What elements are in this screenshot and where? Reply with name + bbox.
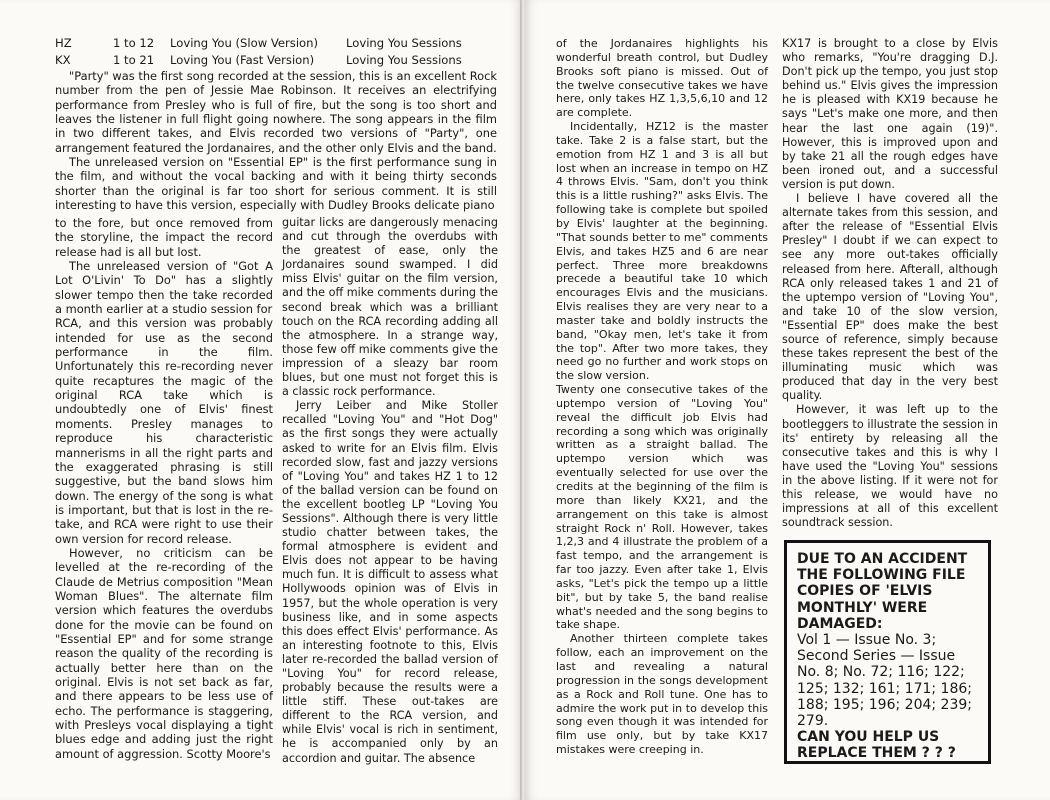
paragraph: Twenty one consecutive takes of the uptempo version of "Loving You" reveal the difficult job Elvis had recording a song which was originally written as a straight ballad. The uptempo version which was eventually selected for use over the credits at the beginning of the film is more than likely KX21, and the arrangement on this take is almost straight Rock n' Roll. However, takes 1,2,3 and 4 illustrate the problem of a fast tempo, and the arrangement is far too jazzy. Even after take 1, Elvis asks, "Let's pick the tempo up a little bit", but by take 5, the band realise what's needed and the song begins to take shape. [556,383,768,632]
right-column-1 [556,37,768,757]
paragraph: Jerry Leiber and Mike Stoller recalled "Loving You" and "Hot Dog" as the first songs they were actually asked to write for an Elvis film. Elvis recorded slow, fast and jazzy versions of "Loving You" and takes HZ 1 to 12 of the ballad version can be found on the excellent bootleg LP "Loving You Sessions". Although there is very little studio chatter between takes, the formal atmosphere is evident and Elvis does not appear to be having much fun. It is difficult to assess what Hollywoods opinion was of Elvis in 1957, but the whole operation is very business like, and in some aspects this does effect Elvis' performance. As an interesting footnote to this, Elvis later re-recorded the ballad version of "Loving You" for record release, probably because the results were a little stiff. These out-takes are different to the RCA version, and while Elvis' vocal is rich in sentiment, he is accompanied only by an accordion and guitar. The absence [282,399,498,765]
listing-source: Loving You Sessions [346,36,462,50]
session-listing [55,35,462,69]
notice-issue-list: Vol 1 — Issue No. 3; Second Series — Issue No. 8; No. 72; 116; 122; 125; 132; 161; 171; 186; 188; 195; 196; 204; 239; 279. [797,632,972,730]
listing-source: Loving You Sessions [346,53,462,67]
left-page [0,0,522,800]
left-column-1 [55,216,273,761]
paragraph: "Party" was the first song recorded at the session, this is an excellent Rock number from the pen of Jessie Mae Robinson. It receives an electrifying performance from Presley who is full of fire, but the song is too short and leaves the listener in full flight going nowhere. The song appears in the film in two different takes, and Elvis recorded two versions of "Party", one arrangement featured the Jordanaires, and the other only Elvis and the band. [55,69,497,155]
paragraph: Another thirteen complete takes follow, each an improvement on the last and revealing a natural progression in the songs development as a Rock and Roll tune. One has to admire the work put in to develop this song even though it was intended for film use only, but by take KX17 mistakes were creeping in. [556,632,768,757]
listing-takes: 1 to 12 [113,36,155,50]
paragraph: However, it was left up to the bootleggers to illustrate the session in its' entirety by releasing all the consecutive takes and this is why I have used the "Loving You" sessions in the above listing. If it were not for this release, we would have no impressions at all of this excellent soundtrack session. [782,403,998,530]
paragraph: guitar licks are dangerously menacing and cut through the overdubs with the greatest of ease, only the Jordanaires sound swamped. I did miss Elvis' guitar on the film version, and the off mike comments during the second break which was a brilliant touch on the RCA recording adding all the atmosphere. In a strange way, those few off mike comments give the impression of a sleazy bar room blues, but one must not forget this is a classic rock performance. [282,216,498,399]
listing-code: KX [55,53,71,67]
paragraph: KX17 is brought to a close by Elvis who remarks, "You're dragging D.J. Don't pick up the tempo, you just stop behind us." Elvis gives the impression he is pleased with KX19 because he says "Let's make one more, and then hear the last one again (19)". However, this is improved upon and by take 21 all the rough edges have been ironed out, and a successful version is put down. [782,37,998,191]
listing-row [55,35,462,52]
listing-title: Loving You (Fast Version) [170,53,315,67]
paragraph: I believe I have covered all the alternate takes from this session, and after the release of "Essential Elvis Presley" I doubt if we can expect to see any more out-takes officially released from here. Afterall, although RCA only released takes 1 and 21 of the uptempo version of "Loving You", and take 10 of the slow version, "Essential EP" does make the best source of reference, simply because these takes represent the best of the illuminating music which was produced that day in the very best quality. [782,192,998,403]
left-top-text [55,69,497,212]
listing-row [55,52,462,69]
listing-takes: 1 to 21 [113,53,155,67]
paragraph: of the Jordanaires highlights his wonderful breath control, but Dudley Brooks soft piano is missed. Out of the twelve consecutive takes we have here, only takes HZ 1,3,5,6,10 and 12 are complete. [556,37,768,120]
left-column-2 [282,216,498,766]
listing-title: Loving You (Slow Version) [170,36,319,50]
paragraph: The unreleased version on "Essential EP" is the first performance sung in the film, and without the vocal backing and with it being thirty seconds shorter than the original is far too short for serious comment. It is still interesting to have this version, especially with Dudley Brooks delicate piano [55,155,497,213]
paragraph: The unreleased version of "Got A Lot O'Livin' To Do" has a slightly slower tempo then the take recorded a month earlier at a studio session for [55,259,273,317]
listing-code: HZ [55,36,72,50]
notice-footer: CAN YOU HELP US REPLACE THEM ? ? ? [797,729,956,762]
paragraph: to the fore, but once removed from the storyline, the impact the record release had is all but lost. [55,216,273,259]
paragraph: However, no criticism can be levelled at the re-recording of the Claude de Metrius composition "Mean Woman Blues". The alternate film version which features the overdubs done for the movie can be found on "Essential EP" and for some strange reason the quality of the recording is actually better here than on the original. Elvis is not set back as far, and there appears to be less use of echo. The performance is staggering, with Presleys vocal displaying a tight blues edge and adding just the right amount of aggression. Scotty Moore's [55,545,273,761]
right-column-2 [782,37,998,530]
notice-heading: DUE TO AN ACCIDENT THE FOLLOWING FILE COPIES OF 'ELVIS MONTHLY' WERE DAMAGED: [797,551,968,632]
damaged-issues-notice [784,540,991,764]
paragraph: Incidentally, HZ12 is the master take. Take 2 is a false start, but the emotion from HZ 1 and 3 is all but lost when an increase in tempo on HZ 4 throws Elvis. "Sam, don't you think this is a little rushing?" asks Elvis. The following take is complete but spoiled by Elvis' laughter at the beginning. "That sounds better to me" comments Elvis, and takes HZ5 and 6 are near perfect. Three more breakdowns precede a beautiful take 10 which encourages Elvis and the musicians. Elvis realises they are very near to a master take and boldly instructs the band, "Okay men, let's take it from the top". After two more takes, they need go no further and work stops on the slow version. [556,120,768,383]
paragraph: RCA, and this version was probably intended for use as the second performance in the film. Unfortunately this re-recording never quite recaptures the magic of the original RCA take which is undoubtedly one of Elvis' finest moments. Presley manages to reproduce his characteristic mannerisms in all the right parts and the exaggerated phrasing is still suggestive, but the band slows him down. The energy of the song is what is important, but that is lost in the re-take, and RCA were right to use their own version for record release. [55,316,273,546]
